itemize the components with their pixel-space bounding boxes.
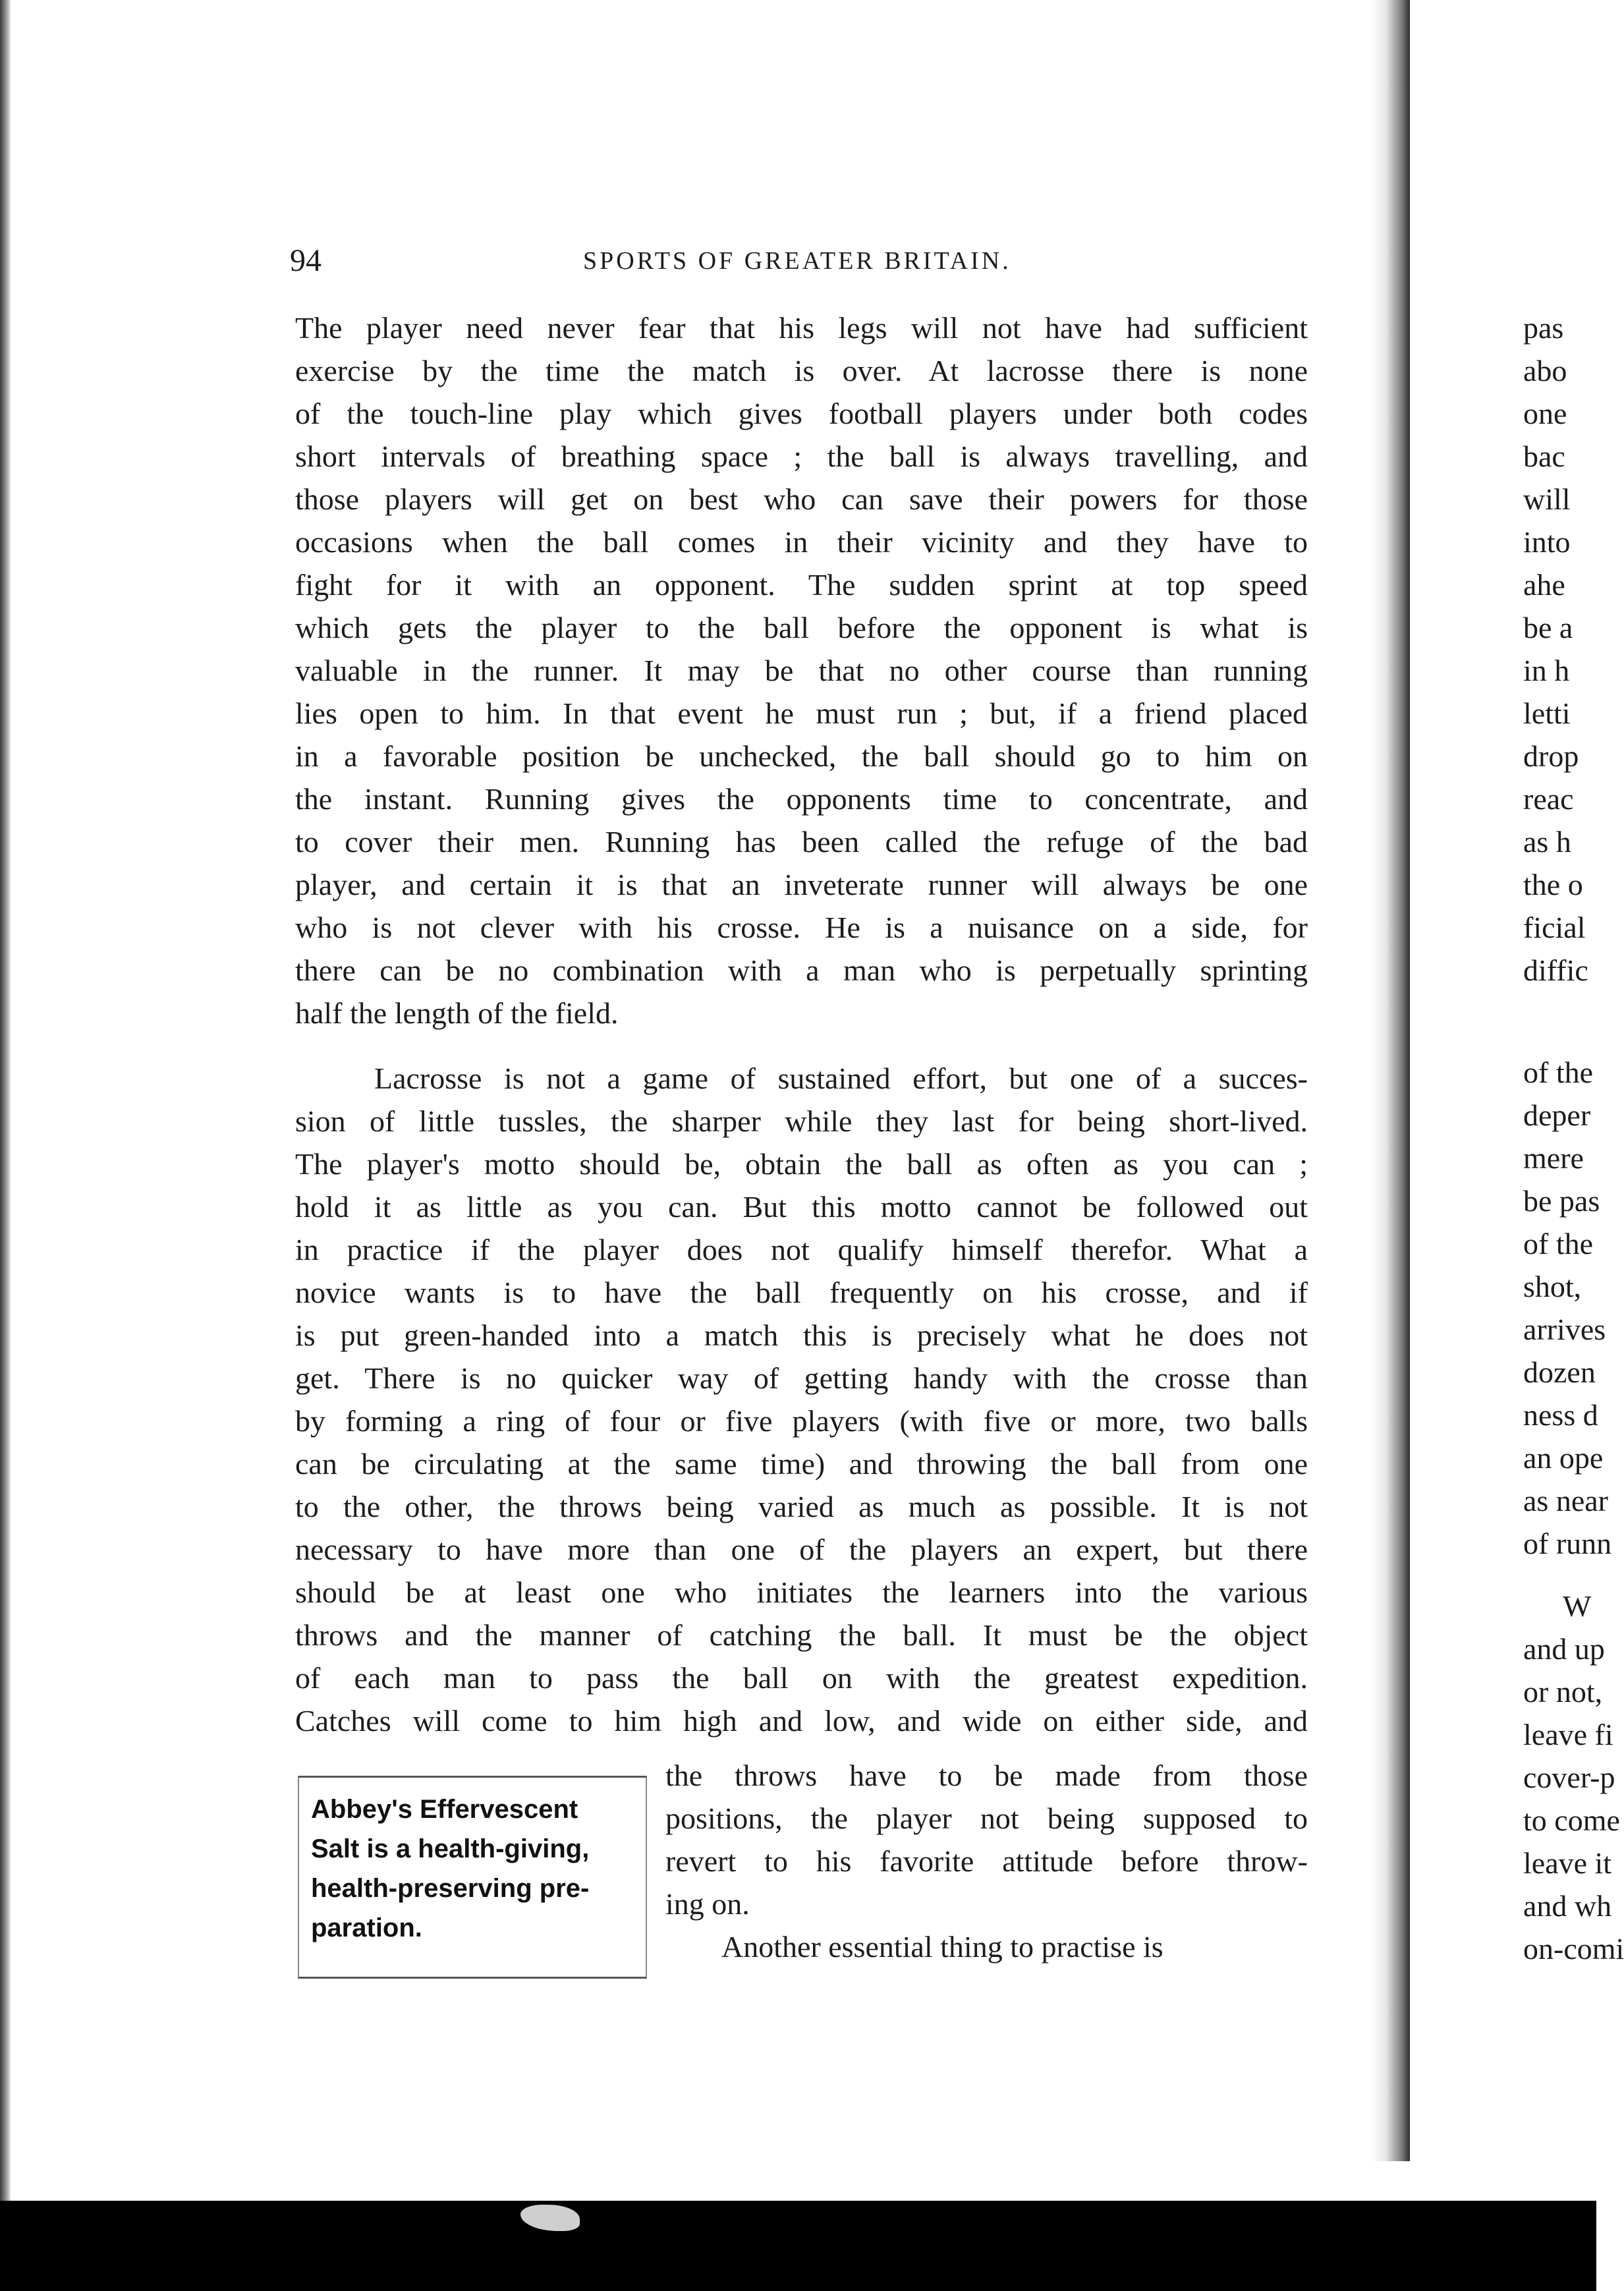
advertisement-text: Abbey's Effervescent Salt is a health-giving, health-preserving pre- paration. bbox=[311, 1795, 590, 1942]
fragment-line: pas bbox=[1523, 311, 1564, 345]
fragment-line: as near bbox=[1523, 1484, 1608, 1517]
text-line: The player's motto should be, obtain the ball as often as you can ; bbox=[295, 1147, 1308, 1181]
fragment-line: cover-p bbox=[1523, 1761, 1615, 1794]
text-line: revert to his favorite attitude before throw- bbox=[665, 1844, 1308, 1878]
text-line: The player need never fear that his legs will not have had sufficient bbox=[295, 311, 1308, 345]
text-line: Catches will come to him high and low, and wide on either side, and bbox=[295, 1704, 1308, 1738]
text-line: in practice if the player does not qualify himself therefor. What a bbox=[295, 1233, 1308, 1266]
fragment-line: ahe bbox=[1523, 568, 1565, 602]
fragment-line: as h bbox=[1523, 825, 1571, 859]
fragment-line: and up bbox=[1523, 1632, 1605, 1666]
facing-page-fragment bbox=[1523, 306, 1624, 2178]
fragment-line: of the bbox=[1523, 1227, 1594, 1260]
fragment-line: bac bbox=[1523, 439, 1565, 473]
fragment-line: on-comi bbox=[1523, 1932, 1624, 1966]
scan-bottom-band bbox=[0, 2201, 1596, 2291]
text-line: is put green-handed into a match this is precisely what he does not bbox=[295, 1318, 1308, 1352]
fragment-line: or not, bbox=[1523, 1675, 1603, 1709]
text-line: to the other, the throws being varied as much as possible. It is not bbox=[295, 1490, 1308, 1523]
fragment-line: into bbox=[1523, 525, 1571, 559]
text-line: which gets the player to the ball before the opponent is what is bbox=[295, 611, 1308, 644]
fragment-line: W bbox=[1563, 1589, 1592, 1623]
fragment-line: will bbox=[1523, 482, 1571, 516]
fragment-line: and wh bbox=[1523, 1889, 1612, 1923]
fragment-line: an ope bbox=[1523, 1441, 1604, 1475]
fragment-line: leave it bbox=[1523, 1846, 1612, 1880]
scan-smudge bbox=[520, 2205, 580, 2231]
fragment-line: diffic bbox=[1523, 953, 1588, 987]
text-line: exercise by the time the match is over. At lacrosse there is none bbox=[295, 354, 1308, 387]
text-line: half the length of the field. bbox=[295, 996, 619, 1030]
text-line: should be at least one who initiates the learners into the various bbox=[295, 1575, 1308, 1609]
text-line: novice wants is to have the ball frequently on his crosse, and if bbox=[295, 1276, 1308, 1309]
text-line: the instant. Running gives the opponents time to concentrate, and bbox=[295, 782, 1308, 816]
text-line: short intervals of breathing space ; the ball is always travelling, and bbox=[295, 439, 1308, 473]
fragment-line: ficial bbox=[1523, 911, 1586, 944]
fragment-line: ness d bbox=[1523, 1398, 1598, 1432]
text-line: valuable in the runner. It may be that no other course than running bbox=[295, 654, 1308, 687]
text-line: Lacrosse is not a game of sustained effort, but one of a succes- bbox=[374, 1061, 1308, 1095]
advertisement-box bbox=[298, 1776, 647, 1979]
text-line: throws and the manner of catching the ball. It must be the object bbox=[295, 1618, 1308, 1652]
fragment-line: be a bbox=[1523, 611, 1573, 644]
text-line: positions, the player not being supposed to bbox=[665, 1801, 1308, 1835]
paragraph-gap bbox=[295, 1034, 1308, 1057]
main-text bbox=[295, 306, 1308, 1742]
fragment-line: the o bbox=[1523, 868, 1583, 901]
text-beside-advertisement bbox=[665, 1754, 1308, 1968]
text-line: those players will get on best who can save their powers for those bbox=[295, 482, 1308, 516]
fragment-line: of runn bbox=[1523, 1527, 1612, 1560]
text-line: in a favorable position be unchecked, the ball should go to him on bbox=[295, 739, 1308, 773]
fragment-line: of the bbox=[1523, 1056, 1594, 1089]
text-line: get. There is no quicker way of getting handy with the crosse than bbox=[295, 1361, 1308, 1395]
fragment-line: mere bbox=[1523, 1141, 1584, 1175]
text-line: player, and certain it is that an inveterate runner will always be one bbox=[295, 868, 1308, 901]
running-head bbox=[290, 242, 1308, 282]
fragment-line: deper bbox=[1523, 1098, 1591, 1132]
text-line: who is not clever with his crosse. He is a nuisance on a side, for bbox=[295, 911, 1308, 944]
fragment-line: in h bbox=[1523, 654, 1570, 687]
fragment-line: leave fi bbox=[1523, 1718, 1613, 1751]
text-line: necessary to have more than one of the players an expert, but there bbox=[295, 1533, 1308, 1566]
fragment-line: arrives bbox=[1523, 1313, 1606, 1346]
text-line: the throws have to be made from those bbox=[665, 1759, 1308, 1792]
text-line: lies open to him. In that event he must run ; but, if a friend placed bbox=[295, 696, 1308, 730]
text-line: of each man to pass the ball on with the greatest expedition. bbox=[295, 1661, 1308, 1695]
text-line: to cover their men. Running has been called the refuge of the bad bbox=[295, 825, 1308, 859]
paragraph-start-line: Another essential thing to practise is bbox=[721, 1930, 1163, 1964]
text-line: by forming a ring of four or five players (with five or more, two balls bbox=[295, 1404, 1308, 1438]
text-line: of the touch-line play which gives football players under both codes bbox=[295, 397, 1308, 430]
fragment-gap bbox=[1523, 1565, 1596, 1585]
left-binding-edge bbox=[0, 0, 11, 2291]
text-line: hold it as little as you can. But this motto cannot be followed out bbox=[295, 1190, 1308, 1224]
gutter-shadow bbox=[1370, 0, 1410, 2161]
text-line: occasions when the ball comes in their vicinity and they have to bbox=[295, 525, 1308, 559]
fragment-line: be pas bbox=[1523, 1184, 1600, 1218]
fragment-line: shot, bbox=[1523, 1270, 1582, 1303]
fragment-line: to come bbox=[1523, 1803, 1620, 1837]
fragment-line: one bbox=[1523, 397, 1567, 430]
page-number: 94 bbox=[290, 243, 322, 278]
fragment-gap bbox=[1523, 992, 1596, 1051]
text-line: sion of little tussles, the sharper while they last for being short-lived. bbox=[295, 1104, 1308, 1138]
fragment-line: drop bbox=[1523, 739, 1579, 773]
text-line: fight for it with an opponent. The sudden sprint at top speed bbox=[295, 568, 1308, 602]
text-line: ing on. bbox=[665, 1887, 750, 1921]
text-line: can be circulating at the same time) and throwing the ball from one bbox=[295, 1447, 1308, 1481]
text-line: there can be no combination with a man who is perpetually sprinting bbox=[295, 953, 1308, 987]
fragment-line: reac bbox=[1523, 782, 1574, 816]
fragment-line: letti bbox=[1523, 696, 1571, 730]
running-title: SPORTS OF GREATER BRITAIN. bbox=[583, 247, 1011, 275]
fragment-line: dozen bbox=[1523, 1355, 1596, 1389]
fragment-line: abo bbox=[1523, 354, 1567, 387]
